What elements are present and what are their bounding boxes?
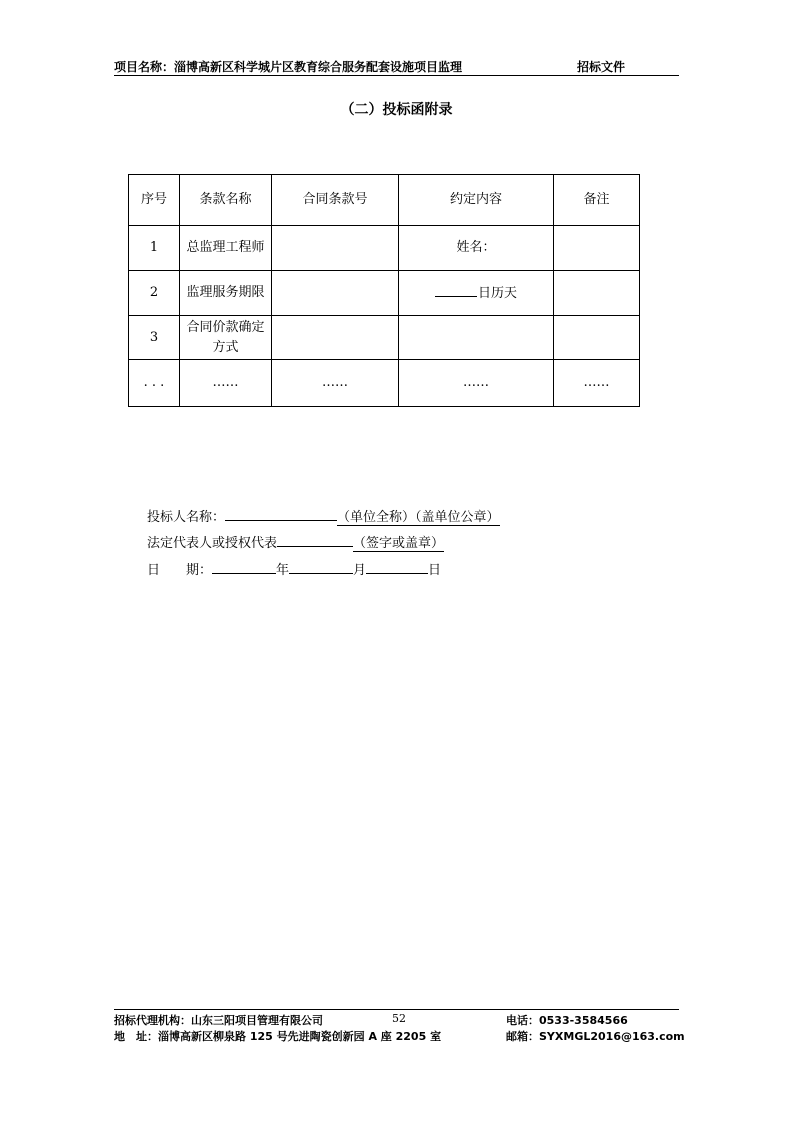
cell-name: 监理服务期限 (180, 271, 272, 316)
representative-line (147, 531, 444, 551)
document-type: 招标文件 (577, 60, 626, 74)
page-header (114, 56, 679, 76)
cell-remark (554, 226, 640, 271)
cell-name: 总监理工程师 (180, 226, 272, 271)
bidder-name-label: 投标人名称： (147, 510, 226, 525)
day-label: 日 (428, 563, 442, 578)
header-content: 约定内容 (399, 175, 554, 226)
cell-clause (272, 226, 399, 271)
header-clause: 合同条款号 (272, 175, 399, 226)
cell-content (399, 271, 554, 316)
footer-agency: 招标代理机构：山东三阳项目管理有限公司 (114, 1014, 323, 1027)
representative-label: 法定代表人或授权代表 (147, 536, 278, 551)
cell-content: …… (399, 360, 554, 407)
bidder-name-line (147, 505, 500, 525)
footer-phone: 电话：0533-3584566 (506, 1014, 628, 1027)
cell-clause: …… (272, 360, 399, 407)
footer-divider (114, 1009, 679, 1010)
cell-content: 姓名： (399, 226, 554, 271)
cell-clause (272, 316, 399, 360)
project-name: 项目名称：淄博高新区科学城片区教育综合服务配套设施项目监理 (114, 60, 463, 74)
day-blank (366, 558, 428, 574)
table-header-row (129, 175, 640, 226)
year-label: 年 (276, 563, 290, 578)
header-no: 序号 (129, 175, 180, 226)
cell-clause (272, 271, 399, 316)
date-line (147, 558, 441, 578)
cell-content (399, 316, 554, 360)
cell-no: 1 (129, 226, 180, 271)
cell-remark: …… (554, 360, 640, 407)
cell-name: …… (180, 360, 272, 407)
bid-appendix-table (128, 174, 640, 407)
cell-name: 合同价款确定方式 (180, 316, 272, 360)
bidder-name-blank (225, 505, 337, 521)
representative-blank (277, 531, 353, 547)
table-row (129, 271, 640, 316)
cell-no: 2 (129, 271, 180, 316)
table-row (129, 316, 640, 360)
header-divider (114, 75, 679, 76)
year-blank (212, 558, 276, 574)
section-title: （二）投标函附录 (340, 102, 453, 118)
blank-fill-line (435, 282, 477, 297)
representative-note: （签字或盖章） (353, 536, 445, 551)
table-row (129, 226, 640, 271)
header-remark: 备注 (554, 175, 640, 226)
footer-email: 邮箱：SYXMGL2016@163.com (506, 1030, 685, 1043)
cell-remark (554, 271, 640, 316)
cell-remark (554, 316, 640, 360)
calendar-days-text: 日历天 (477, 286, 517, 301)
table-row (129, 360, 640, 407)
bidder-name-note: （单位全称）（盖单位公章） (337, 510, 500, 525)
header-name: 条款名称 (180, 175, 272, 226)
date-label: 日 期： (147, 563, 213, 578)
footer-address: 地 址：淄博高新区柳泉路 125 号先进陶瓷创新园 A 座 2205 室 (114, 1030, 442, 1043)
page-number: 52 (392, 1012, 406, 1025)
month-label: 月 (353, 563, 367, 578)
month-blank (289, 558, 353, 574)
cell-no: . . . (129, 360, 180, 407)
cell-no: 3 (129, 316, 180, 360)
